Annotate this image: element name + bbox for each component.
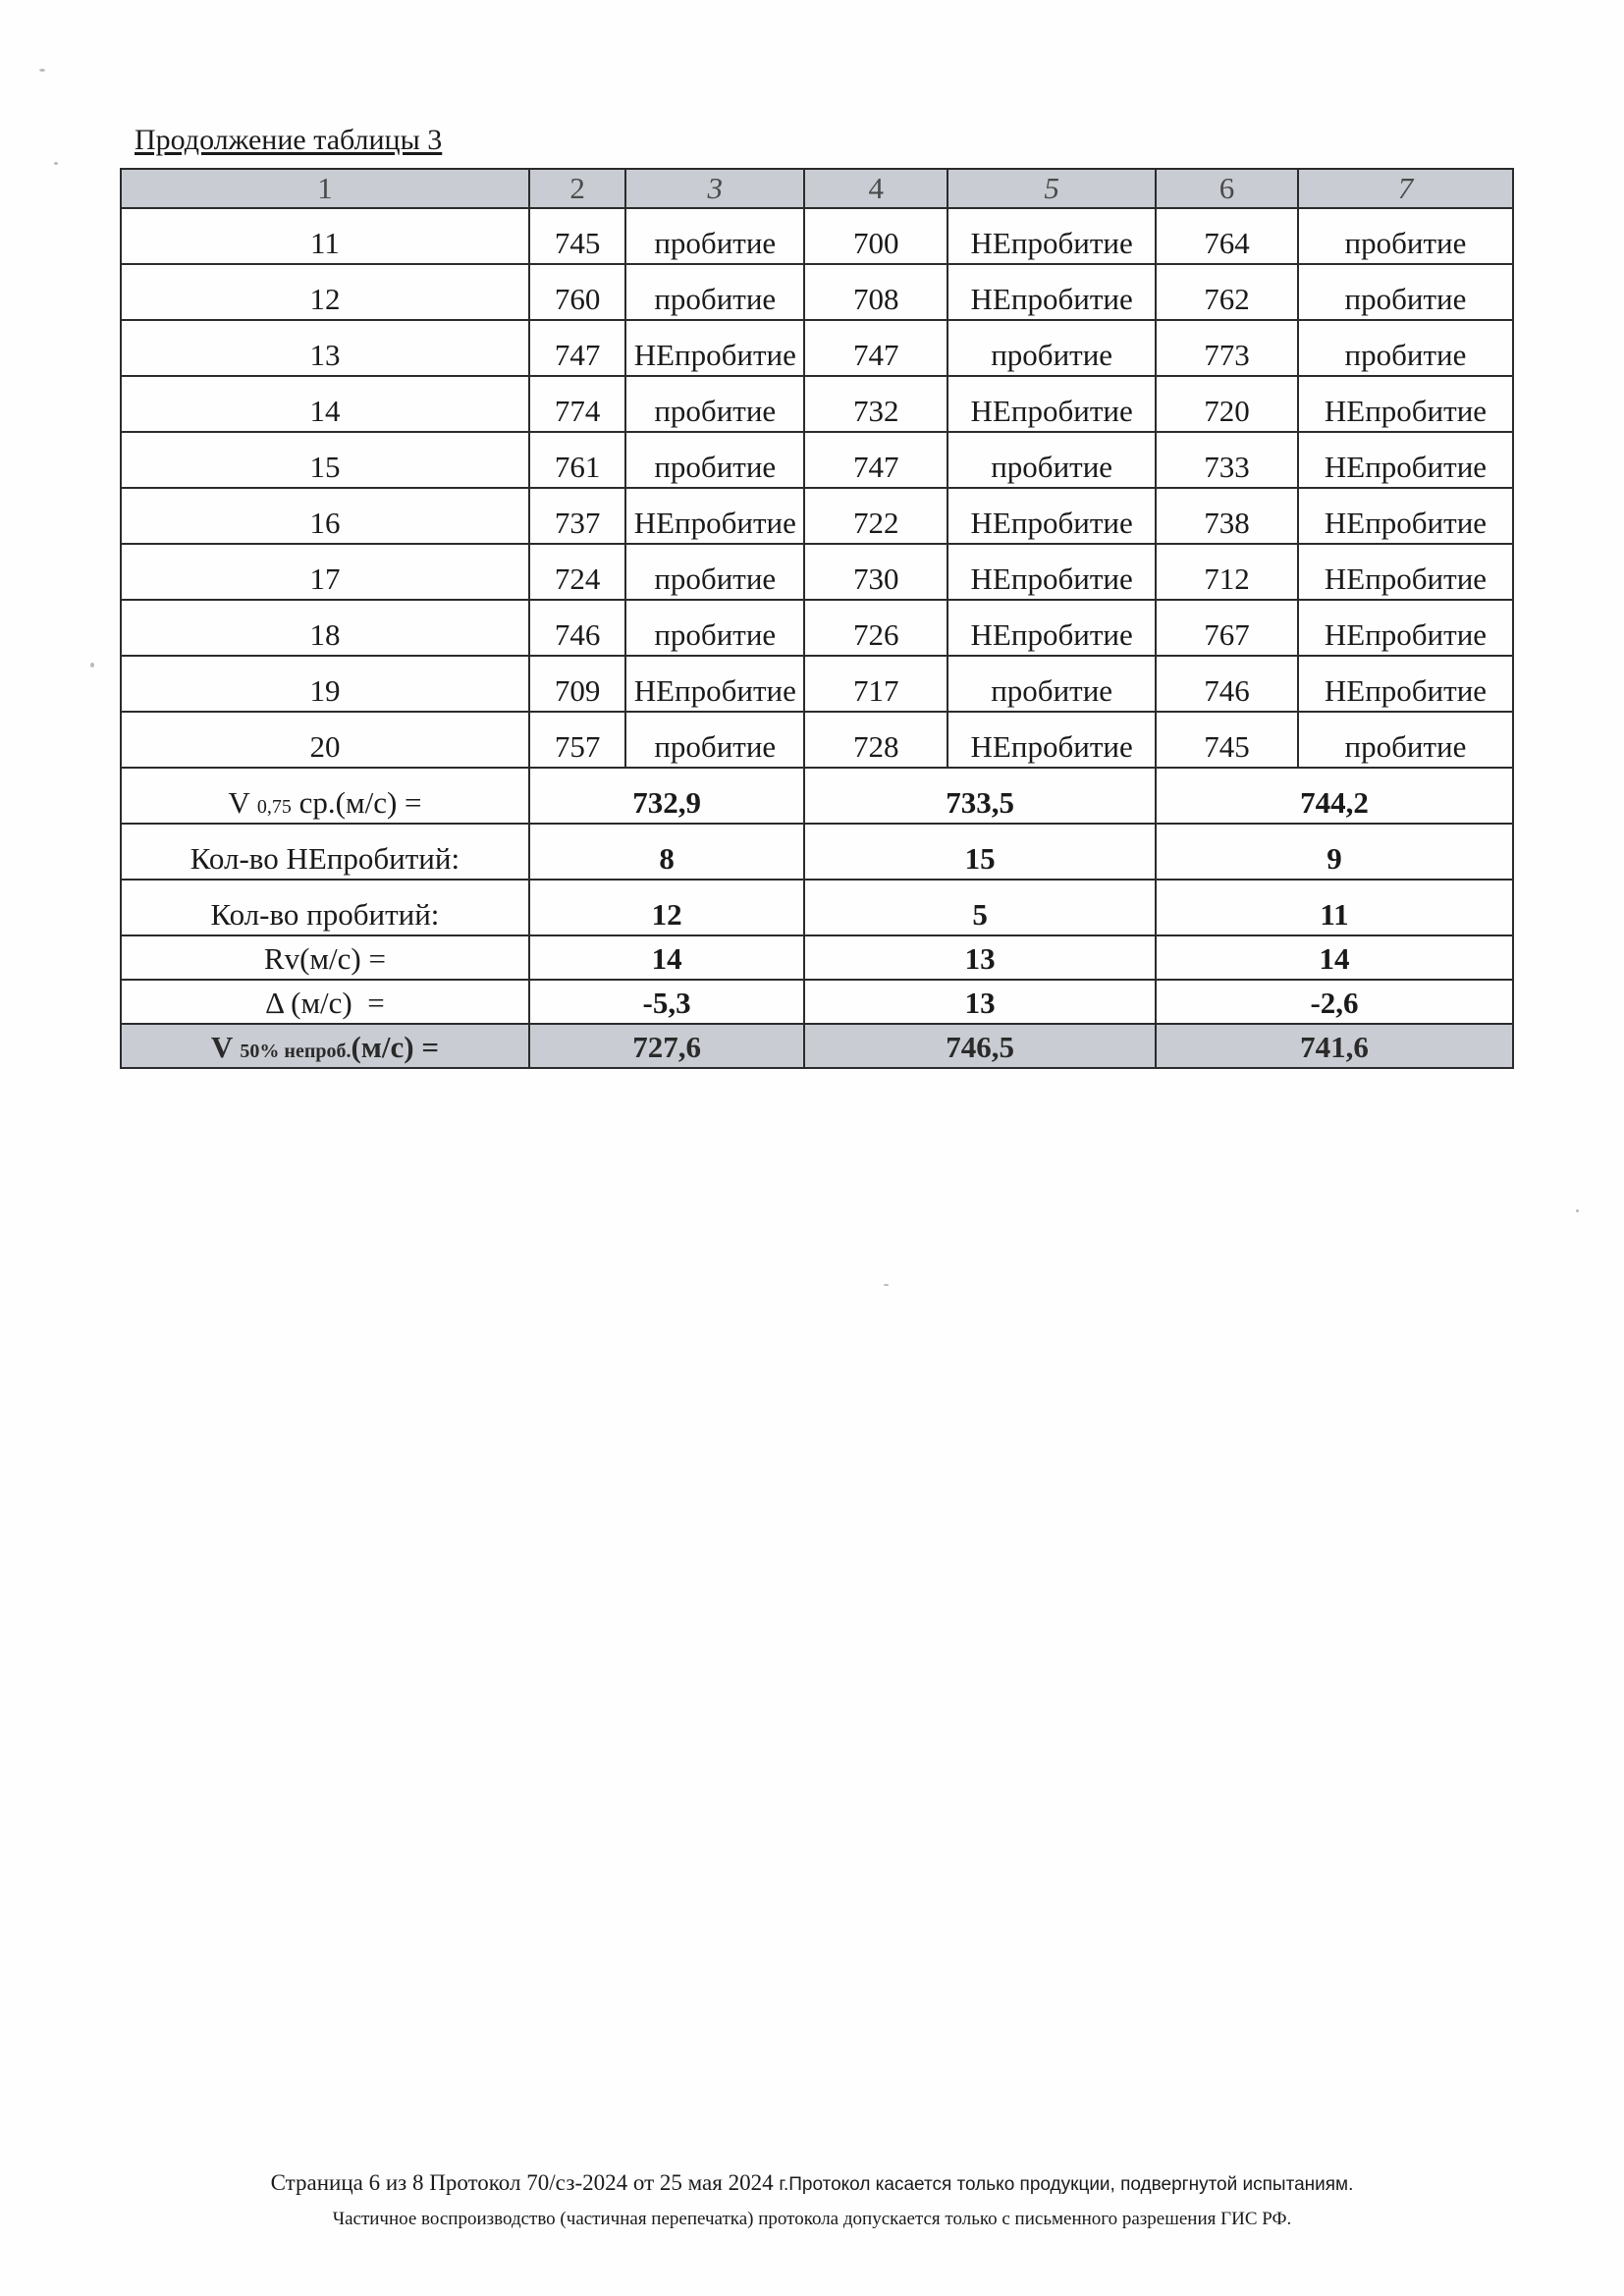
velocity-cell: 738 [1156,488,1298,544]
v50-value: 746,5 [804,1024,1156,1068]
velocity-cell: 764 [1156,208,1298,264]
result-cell: пробитие [625,600,804,656]
v50-value: 741,6 [1156,1024,1513,1068]
delta-value: 13 [804,980,1156,1024]
result-cell: пробитие [1298,208,1513,264]
delta-row [121,980,1513,1024]
result-cell: пробитие [625,544,804,600]
result-cell: НЕпробитие [625,320,804,376]
table-row [121,712,1513,768]
result-cell: пробитие [625,208,804,264]
velocity-cell: 774 [529,376,625,432]
delta-label: Δ (м/с) = [121,980,529,1024]
non-penetration-count-value: 9 [1156,824,1513,880]
header-cell: 5 [947,169,1156,208]
result-cell: пробитие [625,432,804,488]
penetration-count-label: Кол-во пробитий: [121,880,529,935]
v50-row [121,1024,1513,1068]
delta-value: -2,6 [1156,980,1513,1024]
results-table [120,168,1514,1069]
result-cell: НЕпробитие [947,600,1156,656]
result-cell: НЕпробитие [947,712,1156,768]
result-cell: пробитие [625,712,804,768]
shot-number-cell: 18 [121,600,529,656]
velocity-cell: 747 [804,432,947,488]
velocity-cell: 746 [529,600,625,656]
table-row [121,376,1513,432]
result-cell: НЕпробитие [947,488,1156,544]
scan-speck [39,69,45,72]
rv-row [121,935,1513,980]
velocity-cell: 745 [1156,712,1298,768]
result-cell: НЕпробитие [1298,600,1513,656]
result-cell: НЕпробитие [1298,656,1513,712]
non-penetration-count-row [121,824,1513,880]
shot-number-cell: 15 [121,432,529,488]
non-penetration-count-value: 15 [804,824,1156,880]
footer-page-info [0,2170,1624,2196]
result-cell: НЕпробитие [947,264,1156,320]
table-row [121,488,1513,544]
velocity-cell: 726 [804,600,947,656]
velocity-cell: 720 [1156,376,1298,432]
velocity-cell: 709 [529,656,625,712]
scan-speck [1576,1209,1579,1212]
result-cell: НЕпробитие [625,488,804,544]
footer-page-info-text: Страница 6 из 8 Протокол 70/сз-2024 от 25 мая 2024 [270,2170,780,2195]
result-cell: пробитие [625,376,804,432]
velocity-cell: 767 [1156,600,1298,656]
penetration-count-value: 5 [804,880,1156,935]
penetration-count-row [121,880,1513,935]
table-row [121,544,1513,600]
shot-number-cell: 17 [121,544,529,600]
shot-number-cell: 13 [121,320,529,376]
velocity-cell: 700 [804,208,947,264]
result-cell: пробитие [947,656,1156,712]
table-caption: Продолжение таблицы 3 [135,124,443,156]
velocity-cell: 728 [804,712,947,768]
scan-speck [90,663,94,667]
result-cell: НЕпробитие [625,656,804,712]
velocity-cell: 717 [804,656,947,712]
velocity-cell: 745 [529,208,625,264]
velocity-cell: 757 [529,712,625,768]
table-row [121,432,1513,488]
v50-label: V 50% непроб.(м/с) = [121,1024,529,1068]
header-cell: 7 [1298,169,1513,208]
v50-value: 727,6 [529,1024,804,1068]
result-cell: пробитие [947,320,1156,376]
rv-value: 14 [1156,935,1513,980]
v075-value: 744,2 [1156,768,1513,824]
rv-value: 13 [804,935,1156,980]
result-cell: НЕпробитие [947,208,1156,264]
v075-value: 732,9 [529,768,804,824]
table-row [121,320,1513,376]
velocity-cell: 724 [529,544,625,600]
result-cell: пробитие [1298,712,1513,768]
result-cell: пробитие [1298,264,1513,320]
velocity-cell: 747 [529,320,625,376]
velocity-cell: 712 [1156,544,1298,600]
result-cell: НЕпробитие [947,544,1156,600]
result-cell: НЕпробитие [1298,432,1513,488]
velocity-cell: 760 [529,264,625,320]
result-cell: пробитие [625,264,804,320]
non-penetration-count-label: Кол-во НЕпробитий: [121,824,529,880]
penetration-count-value: 11 [1156,880,1513,935]
header-cell: 1 [121,169,529,208]
table-row [121,208,1513,264]
velocity-cell: 708 [804,264,947,320]
scan-speck [884,1284,889,1286]
velocity-cell: 747 [804,320,947,376]
header-cell: 2 [529,169,625,208]
table-header-row [121,169,1513,208]
rv-value: 14 [529,935,804,980]
velocity-cell: 722 [804,488,947,544]
shot-number-cell: 14 [121,376,529,432]
header-cell: 3 [625,169,804,208]
footer-disclaimer: г.Протокол касается только продукции, подвергнутой испытаниям. [779,2174,1354,2195]
result-cell: НЕпробитие [1298,488,1513,544]
result-cell: НЕпробитие [947,376,1156,432]
velocity-cell: 730 [804,544,947,600]
delta-value: -5,3 [529,980,804,1024]
velocity-cell: 761 [529,432,625,488]
velocity-cell: 773 [1156,320,1298,376]
result-cell: пробитие [947,432,1156,488]
result-cell: НЕпробитие [1298,376,1513,432]
shot-number-cell: 12 [121,264,529,320]
v075-value: 733,5 [804,768,1156,824]
shot-number-cell: 20 [121,712,529,768]
velocity-cell: 746 [1156,656,1298,712]
shot-number-cell: 19 [121,656,529,712]
table-row [121,600,1513,656]
result-cell: пробитие [1298,320,1513,376]
penetration-count-value: 12 [529,880,804,935]
table-row [121,264,1513,320]
result-cell: НЕпробитие [1298,544,1513,600]
non-penetration-count-value: 8 [529,824,804,880]
velocity-cell: 733 [1156,432,1298,488]
velocity-cell: 762 [1156,264,1298,320]
footer-reproduction-notice: Частичное воспроизводство (частичная перепечатка) протокола допускается только с письменного разрешения ГИС РФ. [332,2209,1292,2229]
rv-label: Rv(м/с) = [121,935,529,980]
shot-number-cell: 16 [121,488,529,544]
header-cell: 4 [804,169,947,208]
scan-speck [54,162,58,165]
table-row [121,656,1513,712]
header-cell: 6 [1156,169,1298,208]
v075-average-row [121,768,1513,824]
velocity-cell: 732 [804,376,947,432]
velocity-cell: 737 [529,488,625,544]
shot-number-cell: 11 [121,208,529,264]
v075-average-label: V 0,75 ср.(м/с) = [121,768,529,824]
